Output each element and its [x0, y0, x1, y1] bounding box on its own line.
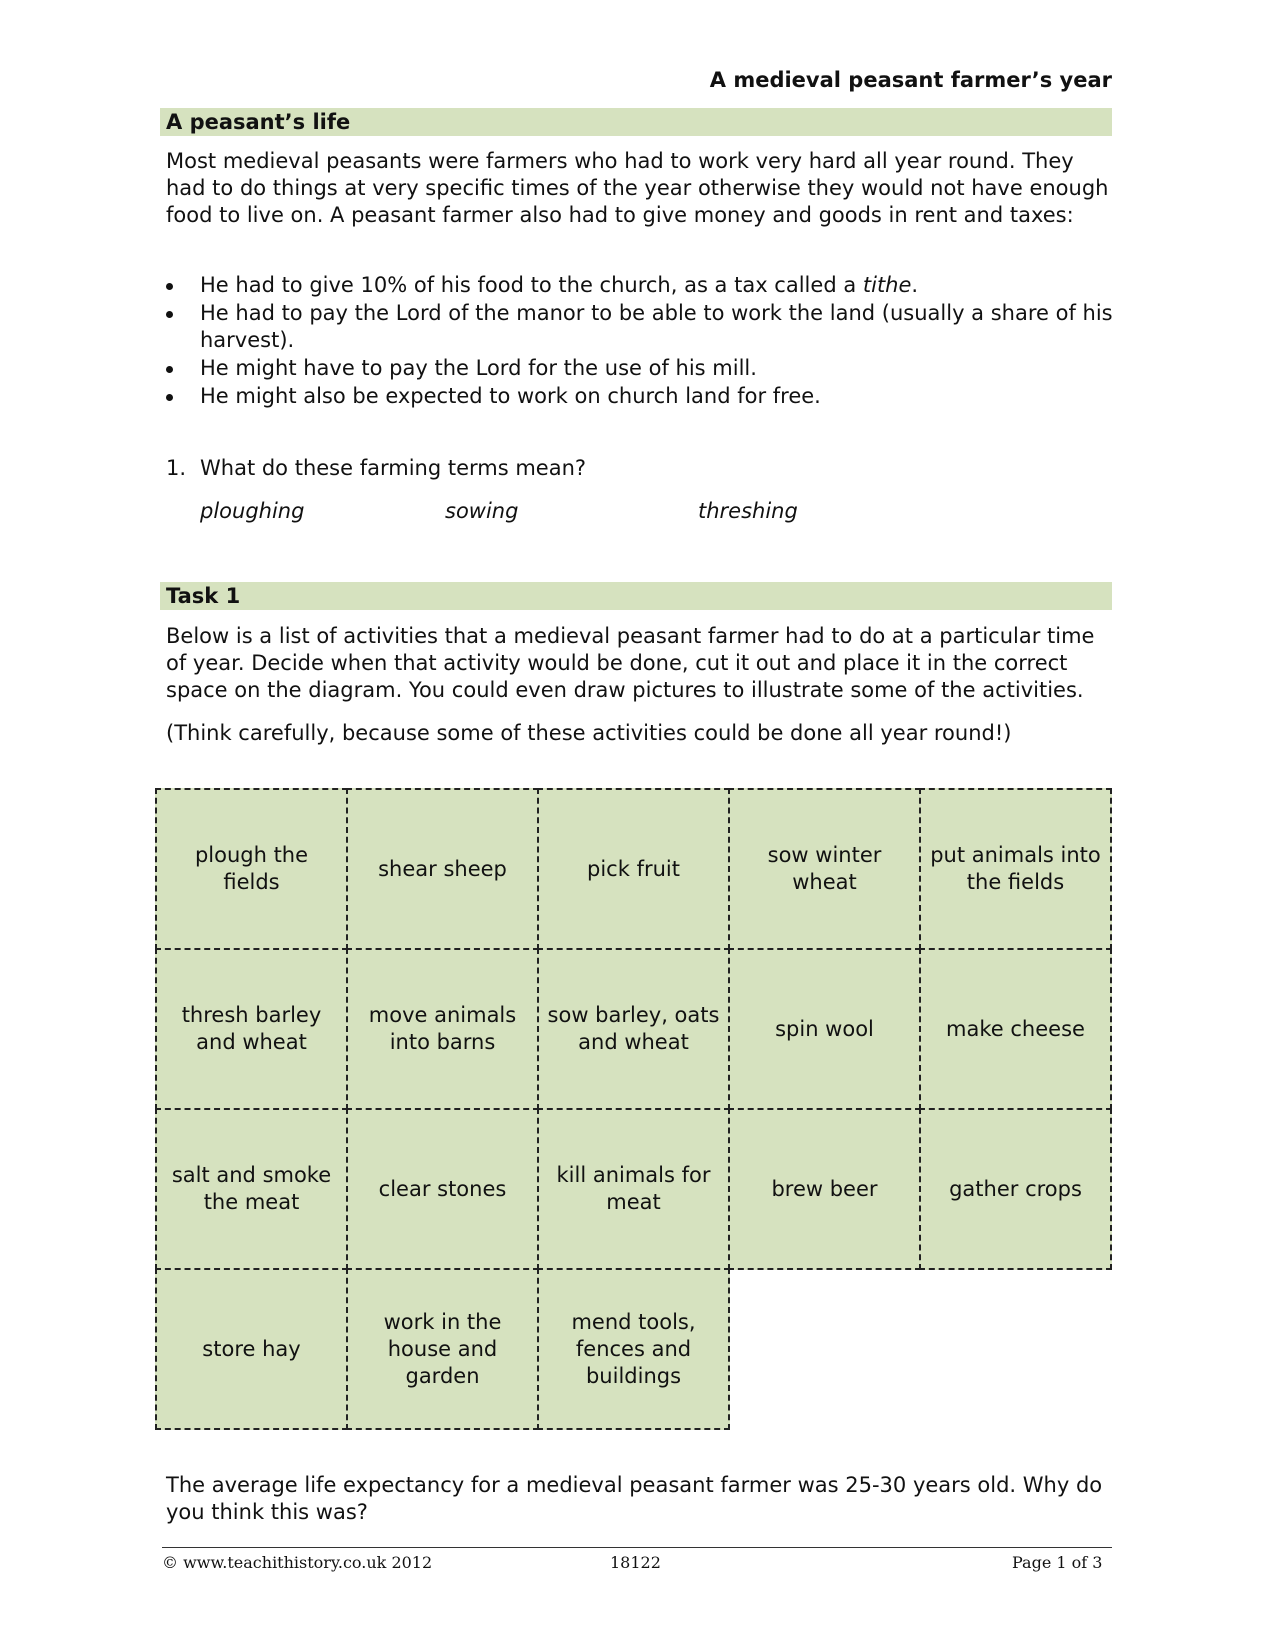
activity-label: gather crops	[949, 1176, 1082, 1201]
activity-card[interactable]	[537, 1268, 730, 1430]
activity-label: salt and smoke the meat	[171, 1163, 332, 1214]
activity-label: clear stones	[378, 1176, 507, 1201]
task-note: (Think carefully, because some of these activities could be done all year round!)	[166, 721, 1012, 745]
intro-line: had to do things at very specific times of the year otherwise they would not have enough	[166, 176, 1109, 200]
activity-label: sow winter wheat	[767, 843, 882, 894]
section-heading-task-1	[160, 582, 1112, 610]
footer-divider	[162, 1547, 1112, 1548]
footer-code: 18122	[610, 1553, 661, 1572]
activity-label: plough the fields	[194, 843, 309, 894]
closing-question	[166, 1472, 1116, 1526]
activity-card[interactable]	[919, 948, 1112, 1110]
document-title: A medieval peasant farmer’s year	[709, 68, 1112, 92]
bullet-item	[166, 300, 1116, 354]
activity-label: thresh barley and wheat	[181, 1003, 322, 1054]
question-1	[166, 456, 586, 480]
activity-card[interactable]	[155, 1108, 348, 1270]
activity-label: make cheese	[946, 1016, 1085, 1041]
section-heading-label: A peasant’s life	[166, 110, 351, 134]
closing-line: you think this was?	[166, 1500, 368, 1524]
bullet-item	[166, 355, 1116, 382]
intro-line: food to live on. A peasant farmer also had to give money and goods in rent and taxes:	[166, 203, 1074, 227]
bullet-emphasis: tithe	[862, 273, 912, 297]
activity-label: sow barley, oats and wheat	[547, 1003, 720, 1054]
intro-line: Most medieval peasants were farmers who had to work very hard all year round. They	[166, 149, 1074, 173]
activity-label: kill animals for meat	[556, 1163, 711, 1214]
activity-label: spin wool	[775, 1016, 874, 1041]
activity-card[interactable]	[346, 788, 539, 950]
bullet-text: He might also be expected to work on church land for free.	[200, 384, 821, 408]
bullet-text: He had to give 10% of his food to the church, as a tax called a	[200, 273, 863, 297]
term-threshing: threshing	[698, 499, 798, 523]
instruction-line: space on the diagram. You could even draw pictures to illustrate some of the activities.	[166, 678, 1084, 702]
activity-card[interactable]	[537, 1108, 730, 1270]
bullet-text-end: .	[911, 273, 919, 297]
activity-card[interactable]	[537, 788, 730, 950]
task-instructions	[166, 623, 1116, 704]
activity-label: store hay	[202, 1336, 301, 1361]
activity-label: brew beer	[771, 1176, 878, 1201]
closing-line: The average life expectancy for a medieval peasant farmer was 25-30 years old. Why do	[166, 1473, 1103, 1497]
bullet-text: He had to pay the Lord of the manor to be able to work the land (usually a share of his harvest).	[200, 301, 1113, 352]
activity-card[interactable]	[346, 1268, 539, 1430]
bullet-item	[166, 272, 1116, 299]
bullet-text: He might have to pay the Lord for the use of his mill.	[200, 356, 757, 380]
activity-label: shear sheep	[378, 856, 507, 881]
activity-card[interactable]	[728, 788, 921, 950]
activity-card[interactable]	[155, 788, 348, 950]
activity-card[interactable]	[919, 1108, 1112, 1270]
activity-card[interactable]	[919, 788, 1112, 950]
activity-label: move animals into barns	[368, 1003, 517, 1054]
activity-card[interactable]	[728, 1108, 921, 1270]
instruction-line: Below is a list of activities that a medieval peasant farmer had to do at a particular time	[166, 624, 1095, 648]
activity-card[interactable]	[155, 1268, 348, 1430]
activity-label: put animals into the fields	[930, 843, 1101, 894]
bullet-item	[166, 383, 1116, 410]
activity-label: pick fruit	[587, 856, 680, 881]
section-heading-peasants-life	[160, 108, 1112, 136]
intro-paragraph	[166, 148, 1116, 229]
instruction-line: of year. Decide when that activity would be done, cut it out and place it in the correct	[166, 651, 1068, 675]
term-ploughing: ploughing	[200, 499, 305, 523]
footer-copyright: © www.teachithistory.co.uk 2012	[162, 1553, 433, 1572]
activity-card[interactable]	[346, 948, 539, 1110]
section-heading-label: Task 1	[166, 584, 241, 608]
footer-page-number: Page 1 of 3	[1012, 1553, 1103, 1572]
activity-label: mend tools, fences and buildings	[571, 1309, 696, 1388]
question-text: What do these farming terms mean?	[200, 456, 587, 480]
question-number: 1.	[166, 456, 187, 480]
activity-card[interactable]	[537, 948, 730, 1110]
activity-card[interactable]	[728, 948, 921, 1110]
term-sowing: sowing	[445, 499, 519, 523]
activity-card[interactable]	[346, 1108, 539, 1270]
activity-label: work in the house and garden	[383, 1309, 502, 1388]
activity-card[interactable]	[155, 948, 348, 1110]
tax-bullet-list	[166, 272, 1116, 411]
